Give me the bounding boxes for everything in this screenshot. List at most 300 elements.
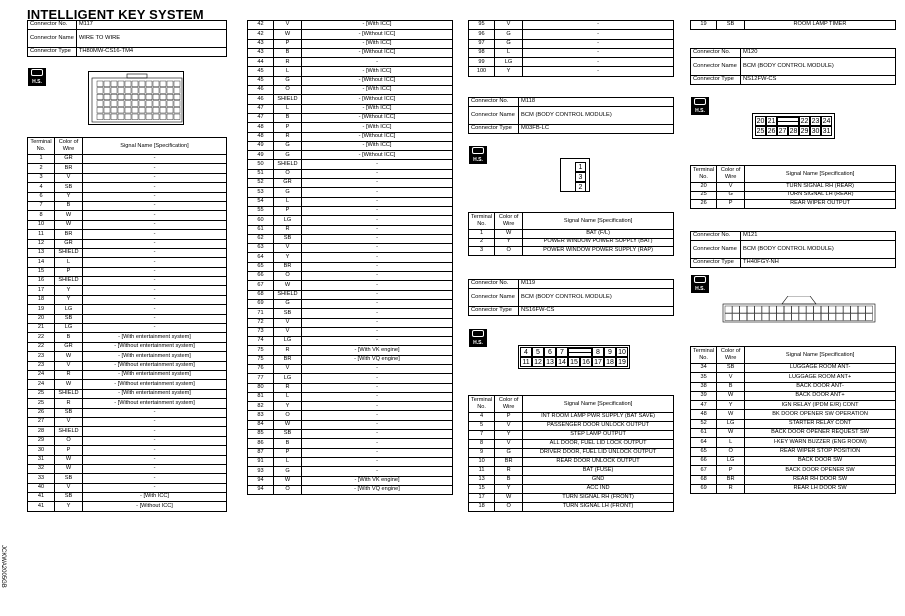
label: Connector No. — [469, 98, 519, 107]
cell-terminal: 49 — [248, 141, 274, 150]
m120-info — [690, 48, 896, 85]
pin — [747, 306, 754, 313]
table-row — [248, 346, 453, 355]
cell-color: R — [274, 225, 302, 234]
header-color: Color of Wire — [495, 213, 523, 230]
label: Connector No. — [691, 232, 741, 241]
cell-terminal: 4 — [469, 413, 495, 422]
m120-connector-diagram — [752, 113, 835, 139]
cell-signal: - — [302, 374, 453, 383]
pin — [97, 81, 103, 87]
pin — [132, 114, 138, 120]
pin — [799, 314, 806, 321]
cell-color: G — [274, 76, 302, 85]
pin — [139, 114, 145, 120]
cell-signal: - — [302, 234, 453, 243]
table-row — [28, 314, 227, 323]
cell-color: O — [274, 411, 302, 420]
cell-signal: - [With ICC] — [302, 39, 453, 48]
table-row — [248, 299, 453, 308]
table-row — [469, 48, 674, 57]
cell-signal: INT ROOM LAMP PWR SUPPLY (BAT SAVE) — [523, 413, 674, 422]
cell-signal: - — [83, 408, 227, 417]
cell-color: O — [274, 272, 302, 281]
cell-signal: - — [302, 337, 453, 346]
pin — [139, 107, 145, 113]
pin — [125, 107, 131, 113]
pin — [777, 314, 784, 321]
label: Connector No. — [691, 49, 741, 58]
hs-icon — [469, 329, 487, 347]
cell-terminal: 10 — [469, 458, 495, 467]
cell-terminal: 24 — [28, 380, 55, 389]
cell-terminal: 25 — [691, 191, 717, 200]
cell-terminal: 96 — [469, 30, 495, 39]
cell-color: W — [55, 220, 83, 229]
label: Connector Type — [691, 76, 741, 85]
cell-signal: - [With entertainment system] — [83, 389, 227, 398]
table-row — [248, 337, 453, 346]
cell-color: G — [274, 299, 302, 308]
cell-color: P — [717, 200, 745, 209]
connector-name: BCM (BODY CONTROL MODULE) — [519, 289, 674, 307]
cell-color: SHIELD — [274, 95, 302, 104]
cell-terminal: 84 — [248, 420, 274, 429]
hs-label: H.S. — [473, 340, 483, 346]
cell-terminal: 94 — [248, 485, 274, 494]
pin — [146, 101, 152, 107]
cell-terminal: 22 — [28, 333, 55, 342]
cell-signal: BAT (FUSE) — [523, 467, 674, 476]
cell-signal: - — [83, 211, 227, 220]
table-row — [691, 466, 896, 475]
table-row — [28, 155, 227, 164]
cell-terminal: 54 — [248, 197, 274, 206]
cell-terminal: 47 — [248, 113, 274, 122]
cell-signal: - — [302, 188, 453, 197]
cell-terminal: 97 — [469, 39, 495, 48]
cell-signal: - [Without entertainment system] — [83, 361, 227, 370]
pin — [725, 314, 732, 321]
pin: 26 — [767, 128, 776, 135]
cell-terminal: 48 — [691, 410, 717, 419]
cell-signal: TURN SIGNAL LH (REAR) — [745, 191, 896, 200]
label: Connector Type — [28, 48, 77, 57]
pin: 19 — [616, 357, 628, 367]
pin — [125, 101, 131, 107]
m121-connector-diagram — [722, 296, 876, 324]
pin — [111, 107, 117, 113]
pin-row — [520, 347, 628, 357]
cell-signal: - — [523, 30, 674, 39]
hs-label: H.S. — [695, 108, 705, 114]
cell-signal: - — [302, 225, 453, 234]
pin — [732, 314, 739, 321]
m119-table — [468, 395, 674, 512]
cell-signal: PASSENGER DOOR UNLOCK OUTPUT — [523, 422, 674, 431]
pin — [146, 81, 152, 87]
pin — [836, 314, 843, 321]
table-row — [469, 238, 674, 247]
table-row — [28, 427, 227, 436]
pin — [118, 94, 124, 100]
table-row — [248, 457, 453, 466]
table-row — [691, 429, 896, 438]
table-row — [28, 389, 227, 398]
cell-signal: - — [302, 244, 453, 253]
pin — [139, 94, 145, 100]
connector-name: WIRE TO WIRE — [76, 30, 226, 48]
pin: 30 — [811, 128, 820, 135]
cell-terminal: 25 — [28, 389, 55, 398]
cell-signal: - [With ICC] — [302, 104, 453, 113]
cell-color: Y — [495, 238, 523, 247]
cell-signal: - — [83, 201, 227, 210]
cell-signal: POWER WINDOW POWER SUPPLY (BAT) — [523, 238, 674, 247]
table-row — [469, 494, 674, 503]
cell-terminal: 27 — [28, 417, 55, 426]
cell-color: LG — [55, 305, 83, 314]
cell-signal: - — [302, 299, 453, 308]
cell-signal: LUGGAGE ROOM ANT- — [745, 364, 896, 373]
cell-color: W — [495, 494, 523, 503]
pin — [167, 88, 173, 94]
cell-signal: - — [83, 192, 227, 201]
cell-signal: - [With entertainment system] — [83, 370, 227, 379]
cell-terminal: 11 — [28, 230, 55, 239]
cell-color: P — [274, 123, 302, 132]
cell-signal: - [With ICC] — [302, 86, 453, 95]
cell-terminal: 80 — [248, 383, 274, 392]
cell-color: Y — [55, 286, 83, 295]
pin: 12 — [532, 357, 544, 367]
cell-signal: - [Without ICC] — [302, 132, 453, 141]
cell-terminal: 42 — [248, 21, 274, 30]
cell-terminal: 33 — [28, 474, 55, 483]
cell-signal: - — [302, 411, 453, 420]
cell-color: W — [717, 391, 745, 400]
cell-terminal: 20 — [28, 314, 55, 323]
table-row — [469, 247, 674, 256]
pin — [153, 94, 159, 100]
table-row — [28, 230, 227, 239]
cell-terminal: 100 — [469, 67, 495, 76]
cell-signal: - [Without ICC] — [302, 113, 453, 122]
cell-signal: - — [83, 483, 227, 492]
cell-signal: - [With entertainment system] — [83, 333, 227, 342]
cell-terminal: 16 — [28, 277, 55, 286]
pin — [146, 107, 152, 113]
m118-table — [468, 212, 674, 256]
table-row — [28, 164, 227, 173]
cell-terminal: 43 — [248, 39, 274, 48]
cell-color: P — [55, 267, 83, 276]
cell-terminal: 68 — [691, 475, 717, 484]
pin — [174, 94, 180, 100]
cell-color: L — [274, 392, 302, 401]
cell-signal: - — [83, 230, 227, 239]
table-row — [691, 438, 896, 447]
cell-terminal: 62 — [248, 234, 274, 243]
cell-color: G — [274, 151, 302, 160]
cell-signal: - [Without ICC] — [83, 502, 227, 511]
pin — [769, 306, 776, 313]
cell-signal: - — [302, 179, 453, 188]
table-row — [248, 104, 453, 113]
cell-signal: - — [302, 206, 453, 215]
cell-color: P — [495, 413, 523, 422]
cell-signal: - [With ICC] — [302, 141, 453, 150]
cell-signal: POWER WINDOW POWER SUPPLY (RAP) — [523, 247, 674, 256]
cell-signal: - — [83, 258, 227, 267]
pin — [146, 94, 152, 100]
pin — [139, 101, 145, 107]
pin: 5 — [532, 347, 544, 357]
table-row — [469, 413, 674, 422]
cell-terminal: 75 — [248, 346, 274, 355]
cell-terminal: 30 — [28, 446, 55, 455]
cell-terminal: 69 — [691, 484, 717, 493]
header-terminal: Terminal No. — [469, 213, 495, 230]
m117-table-3 — [468, 20, 674, 77]
table-row — [28, 361, 227, 370]
pin — [160, 101, 166, 107]
cell-terminal: 83 — [248, 411, 274, 420]
header-terminal: Terminal No. — [691, 166, 717, 183]
cell-color: P — [55, 446, 83, 455]
cell-signal: REAR LH DOOR SW — [745, 484, 896, 493]
hs-icon — [28, 68, 46, 86]
table-row — [691, 391, 896, 400]
cell-color: Y — [55, 502, 83, 511]
cell-terminal: 81 — [248, 392, 274, 401]
cell-terminal: 34 — [691, 364, 717, 373]
table-row — [691, 382, 896, 391]
cell-terminal: 4 — [28, 183, 55, 192]
cell-terminal: 45 — [248, 76, 274, 85]
pin — [153, 88, 159, 94]
pin — [769, 314, 776, 321]
cell-terminal: 66 — [248, 272, 274, 281]
pin — [174, 81, 180, 87]
cell-signal: TURN SIGNAL RH (FRONT) — [523, 494, 674, 503]
cell-color: B — [274, 113, 302, 122]
pin — [777, 306, 784, 313]
cell-terminal: 3 — [469, 247, 495, 256]
cell-color: V — [495, 21, 523, 30]
cell-signal: - — [83, 183, 227, 192]
table-row — [248, 39, 453, 48]
cell-color: SHIELD — [274, 290, 302, 299]
cell-color: O — [495, 247, 523, 256]
cell-terminal: 23 — [28, 352, 55, 361]
cell-terminal: 46 — [248, 95, 274, 104]
pin — [111, 88, 117, 94]
pin — [153, 81, 159, 87]
table-row — [248, 448, 453, 457]
pin — [125, 81, 131, 87]
table-row — [28, 305, 227, 314]
pin — [97, 88, 103, 94]
pin-row — [520, 357, 628, 367]
cell-terminal: 99 — [469, 58, 495, 67]
cell-signal: - — [302, 430, 453, 439]
cell-color: G — [717, 191, 745, 200]
cell-color: V — [55, 361, 83, 370]
cell-signal: - [Without ICC] — [302, 30, 453, 39]
pin — [118, 114, 124, 120]
table-row — [248, 364, 453, 373]
cell-signal: REAR WIPER STOP POSITION — [745, 447, 896, 456]
connector-name: BCM (BODY CONTROL MODULE) — [519, 107, 674, 125]
cell-signal: - — [302, 272, 453, 281]
cell-color: W — [55, 352, 83, 361]
table-row — [248, 272, 453, 281]
cell-signal: - — [302, 262, 453, 271]
cell-color: G — [495, 30, 523, 39]
connector-type: TH80MW-CS16-TM4 — [76, 48, 226, 57]
cell-color: L — [55, 258, 83, 267]
cell-terminal: 65 — [248, 262, 274, 271]
header-terminal: Terminal No. — [469, 396, 495, 413]
cell-color: L — [717, 438, 745, 447]
cell-signal: - — [302, 253, 453, 262]
pin: 27 — [778, 128, 787, 135]
pin: 2 — [575, 182, 586, 192]
cell-color: SB — [274, 309, 302, 318]
table-row — [28, 352, 227, 361]
label: Connector Type — [469, 307, 519, 316]
cell-signal: - — [302, 327, 453, 336]
m117-pin-grid — [89, 72, 185, 126]
connector-name: BCM (BODY CONTROL MODULE) — [741, 58, 896, 76]
cell-signal: - — [302, 216, 453, 225]
cell-signal: - [With ICC] — [302, 123, 453, 132]
label: Connector Name — [28, 30, 77, 48]
table-row — [469, 503, 674, 512]
pin — [174, 101, 180, 107]
cell-color: BR — [274, 355, 302, 364]
header-color: Color of Wire — [717, 166, 745, 183]
pin — [132, 101, 138, 107]
cell-color: G — [274, 141, 302, 150]
cell-color: SB — [55, 474, 83, 483]
table-row — [691, 475, 896, 484]
cell-color: LG — [274, 216, 302, 225]
table-row — [469, 431, 674, 440]
cell-color: B — [274, 48, 302, 57]
cell-terminal: 39 — [691, 391, 717, 400]
cell-terminal: 94 — [248, 476, 274, 485]
cell-color: B — [55, 201, 83, 210]
cell-terminal: 18 — [469, 503, 495, 512]
pin — [111, 114, 117, 120]
hs-label: H.S. — [695, 286, 705, 292]
cell-signal: - [With ICC] — [302, 67, 453, 76]
cell-terminal: 18 — [28, 295, 55, 304]
pin — [866, 306, 873, 313]
table-row — [28, 192, 227, 201]
cell-signal: - [With ICC] — [302, 21, 453, 30]
pin — [139, 81, 145, 87]
cell-color: G — [274, 467, 302, 476]
pin — [821, 306, 828, 313]
cell-terminal: 45 — [248, 67, 274, 76]
table-row — [248, 439, 453, 448]
table-row — [248, 318, 453, 327]
cell-color: G — [495, 449, 523, 458]
cell-signal: - — [523, 58, 674, 67]
cell-terminal: 8 — [28, 211, 55, 220]
table-row — [28, 380, 227, 389]
cell-color: O — [495, 503, 523, 512]
cell-color: SB — [55, 314, 83, 323]
cell-color: SHIELD — [55, 277, 83, 286]
cell-color: P — [274, 206, 302, 215]
cell-signal: BACK DOOR ANT+ — [745, 391, 896, 400]
m117-connector-diagram — [88, 71, 184, 125]
cell-signal: - — [83, 267, 227, 276]
cell-color: W — [55, 211, 83, 220]
cell-color: Y — [717, 401, 745, 410]
cell-terminal: 52 — [248, 179, 274, 188]
cell-terminal: 77 — [248, 374, 274, 383]
pin — [174, 88, 180, 94]
connector-no: M118 — [519, 98, 674, 107]
cell-color: P — [717, 466, 745, 475]
header-color: Color of Wire — [55, 138, 83, 155]
pin — [97, 94, 103, 100]
cell-terminal: 46 — [248, 86, 274, 95]
cell-signal: - — [83, 436, 227, 445]
page-title: INTELLIGENT KEY SYSTEM — [27, 7, 204, 22]
cell-terminal: 10 — [28, 220, 55, 229]
table-row — [691, 484, 896, 493]
table-row — [28, 408, 227, 417]
cell-color: V — [274, 327, 302, 336]
pin — [132, 88, 138, 94]
table-row — [248, 281, 453, 290]
cell-color: L — [274, 197, 302, 206]
pin — [762, 314, 769, 321]
table-row — [691, 200, 896, 209]
table-row — [248, 411, 453, 420]
header-terminal: Terminal No. — [691, 347, 717, 364]
cell-signal: BAT (F/L) — [523, 230, 674, 239]
cell-signal: - — [302, 364, 453, 373]
pin — [132, 81, 138, 87]
cell-terminal: 1 — [469, 230, 495, 239]
table-row — [469, 440, 674, 449]
pin — [858, 306, 865, 313]
cell-signal: DRIVER DOOR, FUEL LID UNLOCK OUTPUT — [523, 449, 674, 458]
pin — [146, 88, 152, 94]
cell-color: W — [55, 380, 83, 389]
cell-signal: REAR DOOR UNLOCK OUTPUT — [523, 458, 674, 467]
cell-terminal: 17 — [28, 286, 55, 295]
cell-terminal: 75 — [248, 355, 274, 364]
header-signal: Signal Name [Specification] — [523, 213, 674, 230]
table-row — [469, 485, 674, 494]
table-row — [248, 327, 453, 336]
table-row — [28, 258, 227, 267]
table-row — [469, 458, 674, 467]
cell-signal: - [With VQ engine] — [302, 355, 453, 364]
pin: 13 — [544, 357, 556, 367]
table-row — [248, 355, 453, 364]
cell-color: Y — [495, 431, 523, 440]
cell-terminal: 38 — [691, 382, 717, 391]
